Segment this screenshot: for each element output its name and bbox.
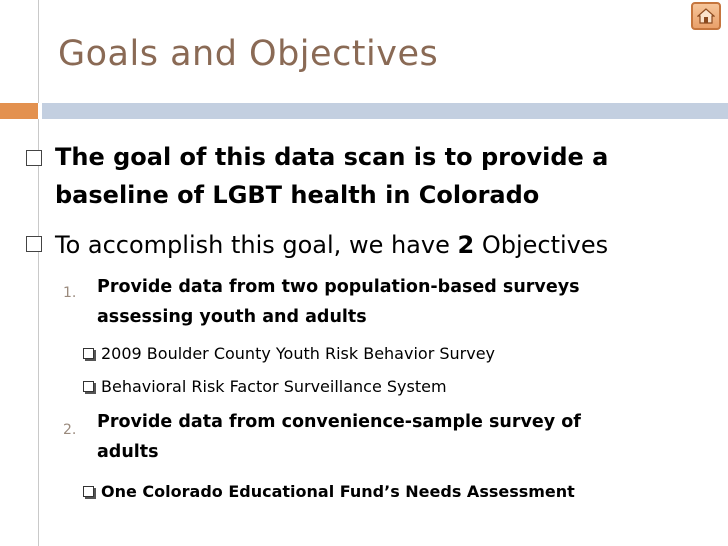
title-divider <box>0 103 728 119</box>
bullet-box-icon <box>26 150 42 166</box>
source-item: Behavioral Risk Factor Surveillance System <box>101 377 447 396</box>
bullet-text-line: To accomplish this goal, we have 2 Objectives <box>55 231 609 259</box>
bullet-text-line: The goal of this data scan is to provide a <box>55 143 609 171</box>
home-button[interactable] <box>691 2 721 30</box>
objective-text-line: adults <box>97 442 159 462</box>
divider-orange-segment <box>0 103 38 119</box>
sub-bullet-box-icon <box>83 486 94 497</box>
sub-bullet-box-icon <box>83 348 94 359</box>
objective-text-line: Provide data from two population-based surveys <box>97 277 580 297</box>
left-margin-bar <box>0 0 39 546</box>
bullet-text-line: baseline of LGBT health in Colorado <box>55 181 540 209</box>
sub-bullet-box-icon <box>83 381 94 392</box>
home-icon <box>697 8 715 24</box>
objective-number: 2. <box>63 422 77 438</box>
objective-text-line: assessing youth and adults <box>97 307 367 327</box>
source-item: 2009 Boulder County Youth Risk Behavior Survey <box>101 344 496 363</box>
slide-title: Goals and Objectives <box>58 34 439 74</box>
bullet-box-icon <box>26 236 42 252</box>
objective-count: 2 <box>457 231 475 259</box>
divider-blue-segment <box>42 103 728 119</box>
objective-number: 1. <box>63 285 77 301</box>
source-item: One Colorado Educational Fund’s Needs Assessment <box>101 482 575 501</box>
objective-text-line: Provide data from convenience-sample survey of <box>97 412 581 432</box>
